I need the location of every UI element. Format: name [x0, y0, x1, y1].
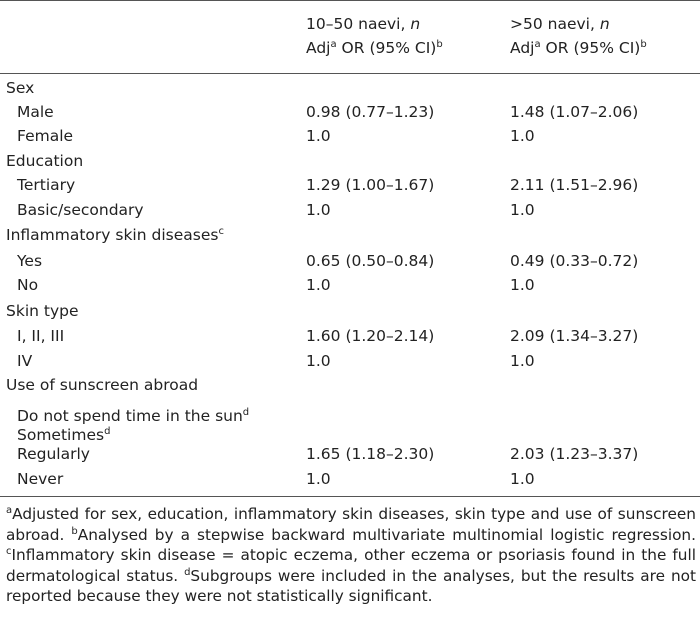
- table-bottom-rule: [0, 496, 700, 497]
- cell-over-50-naevi: 1.0: [510, 201, 535, 219]
- table-row: [0, 100, 700, 124]
- table-section-row: [0, 149, 700, 173]
- cell-over-50-naevi: 1.48 (1.07–2.06): [510, 103, 639, 121]
- footnote-text: Analysed by a stepwise backward multivariate multinomial logistic regression.: [77, 525, 696, 544]
- cell-over-50-naevi: 0.49 (0.33–0.72): [510, 252, 639, 270]
- column-header-10-50: [306, 12, 443, 60]
- footnote-text: Subgroups were included in the analyses, but the results are not reported because they were not statistically significant.: [6, 566, 696, 606]
- row-label: Yes: [17, 252, 43, 270]
- row-label: Inflammatory skin diseases$^c$: [6, 226, 224, 244]
- row-label: Never: [17, 470, 64, 488]
- footnote-marker: a: [6, 505, 13, 516]
- footnote-marker: d: [184, 566, 191, 578]
- row-label: Female: [17, 127, 74, 145]
- column-header-subtitle: Adj$^a$ OR (95% CI)$^b$: [510, 39, 647, 57]
- column-header-title: 10–50 naevi, n: [306, 15, 421, 33]
- row-label: Regularly: [17, 445, 90, 463]
- cell-10-50-naevi: 0.65 (0.50–0.84): [306, 252, 435, 270]
- table-row: [0, 173, 700, 197]
- cell-over-50-naevi: 1.0: [510, 127, 535, 145]
- cell-over-50-naevi: 2.11 (1.51–2.96): [510, 176, 639, 194]
- row-label: Male: [17, 103, 54, 121]
- footnote-marker: c: [6, 546, 12, 558]
- table-top-rule: [0, 0, 700, 1]
- cell-10-50-naevi: 1.29 (1.00–1.67): [306, 176, 435, 194]
- row-label: No: [17, 276, 39, 294]
- cell-10-50-naevi: 1.0: [306, 276, 331, 294]
- table-section-row: [0, 373, 700, 397]
- cell-over-50-naevi: 2.09 (1.34–3.27): [510, 327, 639, 345]
- cell-over-50-naevi: 2.03 (1.23–3.37): [510, 445, 639, 463]
- cell-over-50-naevi: 1.0: [510, 352, 535, 370]
- table-row: [0, 324, 700, 348]
- table-section-row: [0, 299, 700, 323]
- table-section-row: [0, 76, 700, 100]
- header-rule: [0, 73, 700, 74]
- table-row: [0, 467, 700, 491]
- cell-10-50-naevi: 1.0: [306, 127, 331, 145]
- cell-over-50-naevi: 1.0: [510, 276, 535, 294]
- cell-10-50-naevi: 0.98 (0.77–1.23): [306, 103, 435, 121]
- row-label: Education: [6, 152, 84, 170]
- cell-10-50-naevi: 1.0: [306, 201, 331, 219]
- cell-10-50-naevi: 1.65 (1.18–2.30): [306, 445, 435, 463]
- table-row: [0, 124, 700, 148]
- table-row: [0, 249, 700, 273]
- column-header-over-50: [510, 12, 647, 60]
- cell-10-50-naevi: 1.0: [306, 470, 331, 488]
- row-label: Do not spend time in the sun$^d$: [17, 407, 250, 425]
- cell-over-50-naevi: 1.0: [510, 470, 535, 488]
- row-label: I, II, III: [17, 327, 65, 345]
- row-label: IV: [17, 352, 33, 370]
- row-label: Tertiary: [17, 176, 76, 194]
- footnote-text: Inflammatory skin disease = atopic eczema, other eczema or psoriasis found in the full dermatological status.: [6, 546, 696, 585]
- cell-10-50-naevi: 1.60 (1.20–2.14): [306, 327, 435, 345]
- row-label: Use of sunscreen abroad: [6, 376, 199, 394]
- table-row: [0, 349, 700, 373]
- footnote-marker: b: [71, 525, 78, 537]
- column-header-subtitle: Adj$^a$ OR (95% CI)$^b$: [306, 39, 443, 57]
- table-row: [0, 273, 700, 297]
- table-footnotes: [6, 504, 696, 607]
- table-section-row: [0, 223, 700, 247]
- cell-10-50-naevi: 1.0: [306, 352, 331, 370]
- row-label: Sometimes$^d$: [17, 426, 111, 444]
- table-row: [0, 198, 700, 222]
- row-label: Skin type: [6, 302, 79, 320]
- footnote-text: Adjusted for sex, education, inflammatory skin diseases, skin type and use of sunscreen abroad.: [6, 505, 696, 544]
- column-header-title: >50 naevi, n: [510, 15, 610, 33]
- table-row: [0, 442, 700, 466]
- row-label: Basic/secondary: [17, 201, 144, 219]
- row-label: Sex: [6, 79, 35, 97]
